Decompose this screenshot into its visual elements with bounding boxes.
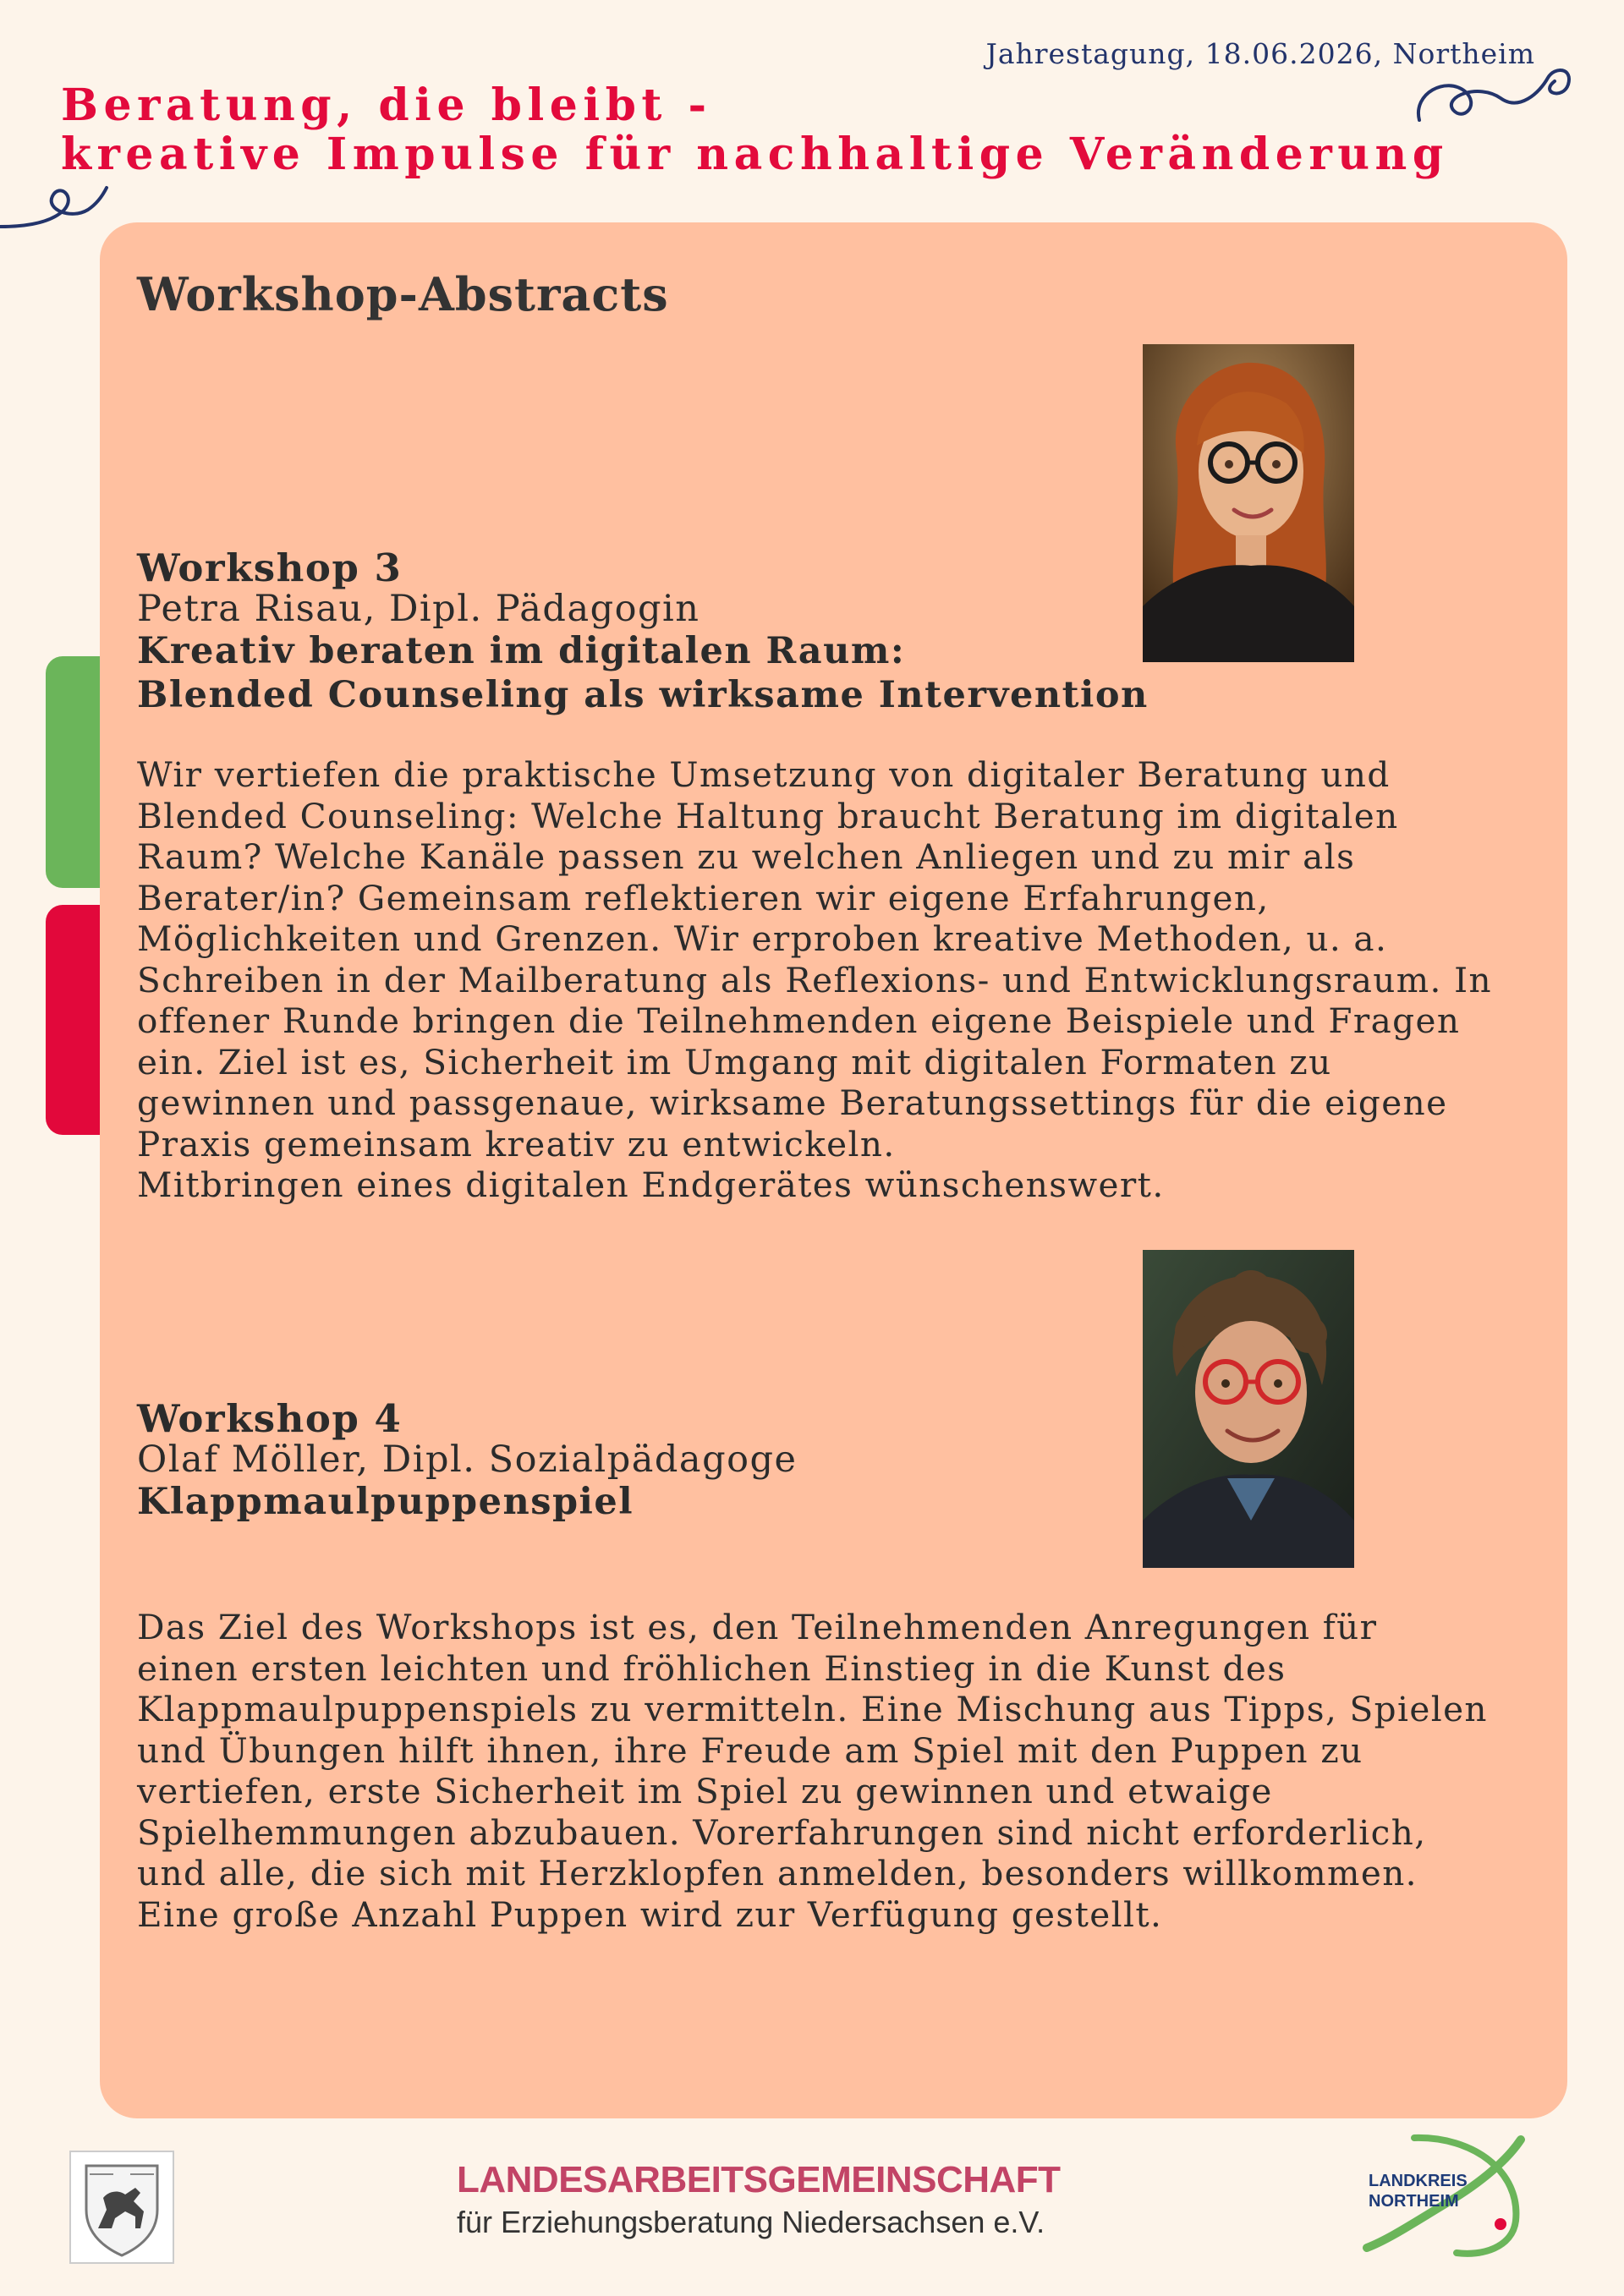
card-heading: Workshop-Abstracts bbox=[137, 267, 669, 321]
landkreis-line-2: NORTHEIM bbox=[1369, 2192, 1459, 2211]
workshop-3-number: Workshop 3 bbox=[137, 545, 403, 590]
landkreis-northeim-text bbox=[1369, 2171, 1468, 2211]
organization-name-line-2: für Erziehungsberatung Niedersachsen e.V. bbox=[457, 2205, 1045, 2239]
workshop-3-abstract-line: Möglichkeiten und Grenzen. Wir erproben kreative Methoden, u. a. bbox=[137, 918, 1388, 959]
speaker-photo-petra bbox=[1143, 344, 1354, 662]
workshop-3-abstract-line: Mitbringen eines digitalen Endgerätes wünschenswert. bbox=[137, 1164, 1165, 1205]
workshop-3-abstract-line: Schreiben in der Mailberatung als Reflexions- und Entwicklungsraum. In bbox=[137, 959, 1492, 1000]
conference-title-line-1: Beratung, die bleibt - bbox=[61, 79, 712, 131]
swirl-decoration-left-icon bbox=[0, 176, 110, 244]
workshop-3-speaker: Petra Risau, Dipl. Pädagogin bbox=[137, 588, 700, 630]
workshop-4-abstract-line: Spielhemmungen abzubauen. Vorerfahrungen sind nicht erforderlich, bbox=[137, 1811, 1427, 1853]
workshop-4-abstract-line: Klappmaulpuppenspiels zu vermitteln. Eine Mischung aus Tipps, Spielen bbox=[137, 1689, 1488, 1729]
workshop-3-abstract-line: ein. Ziel ist es, Sicherheit im Umgang mit digitalen Formaten zu bbox=[137, 1041, 1332, 1082]
workshop-3-abstract bbox=[137, 754, 1558, 1206]
workshop-3-topic-line-2: Blended Counseling als wirksame Intervention bbox=[137, 674, 1149, 716]
workshop-4-header bbox=[137, 1396, 798, 1524]
workshop-4-abstract-line: einen ersten leichten und fröhlichen Einstieg in die Kunst des bbox=[137, 1647, 1287, 1689]
workshop-4-abstract-line: und alle, die sich mit Herzklopfen anmelden, besonders willkommen. bbox=[137, 1853, 1418, 1893]
workshop-3-topic-line-1: Kreativ beraten im digitalen Raum: bbox=[137, 630, 906, 672]
workshop-3-abstract-line: Berater/in? Gemeinsam reflektieren wir eigene Erfahrungen, bbox=[137, 877, 1270, 918]
workshop-4-abstract-line: und Übungen hilft ihnen, ihre Freude am Spiel mit den Puppen zu bbox=[137, 1729, 1363, 1771]
workshop-4-abstract-line: Das Ziel des Workshops ist es, den Teilnehmenden Anregungen für bbox=[137, 1607, 1378, 1647]
event-date-line: Jahrestagung, 18.06.2026, Northeim bbox=[985, 37, 1535, 70]
workshop-4-topic: Klappmaulpuppenspiel bbox=[137, 1481, 634, 1523]
workshop-3-abstract-line: offener Runde bringen die Teilnehmenden eigene Beispiele und Fragen bbox=[137, 1000, 1461, 1041]
organization-name-line-1: LANDESARBEITSGEMEINSCHAFT bbox=[457, 2159, 1061, 2200]
landkreis-line-1: LANDKREIS bbox=[1369, 2172, 1468, 2190]
workshop-3-abstract-line: gewinnen und passgenaue, wirksame Beratungssettings für die eigene bbox=[137, 1082, 1448, 1123]
workshop-3-header bbox=[137, 545, 1149, 717]
workshop-4-abstract-line: Eine große Anzahl Puppen wird zur Verfügung gestellt. bbox=[137, 1893, 1163, 1935]
workshop-3-abstract-line: Raum? Welche Kanäle passen zu welchen Anliegen und zu mir als bbox=[137, 836, 1356, 877]
workshop-4-number: Workshop 4 bbox=[137, 1396, 403, 1441]
speaker-photo-olaf bbox=[1143, 1250, 1354, 1568]
workshop-3-abstract-line: Blended Counseling: Welche Haltung braucht Beratung im digitalen bbox=[137, 795, 1399, 836]
lower-saxony-crest-icon bbox=[69, 2151, 174, 2264]
conference-title-line-2: kreative Impulse für nachhaltige Veränderung bbox=[61, 129, 1449, 180]
workshop-4-abstract-line: vertiefen, erste Sicherheit im Spiel zu gewinnen und etwaige bbox=[137, 1771, 1273, 1811]
conference-title bbox=[61, 81, 1449, 179]
workshop-4-abstract bbox=[137, 1607, 1558, 1935]
workshop-4-speaker: Olaf Möller, Dipl. Sozialpädagoge bbox=[137, 1438, 798, 1481]
workshop-3-abstract-line: Wir vertiefen die praktische Umsetzung von digitaler Beratung und bbox=[137, 754, 1391, 795]
workshop-3-abstract-line: Praxis gemeinsam kreativ zu entwickeln. bbox=[137, 1123, 896, 1164]
organization-name bbox=[457, 2159, 1061, 2240]
